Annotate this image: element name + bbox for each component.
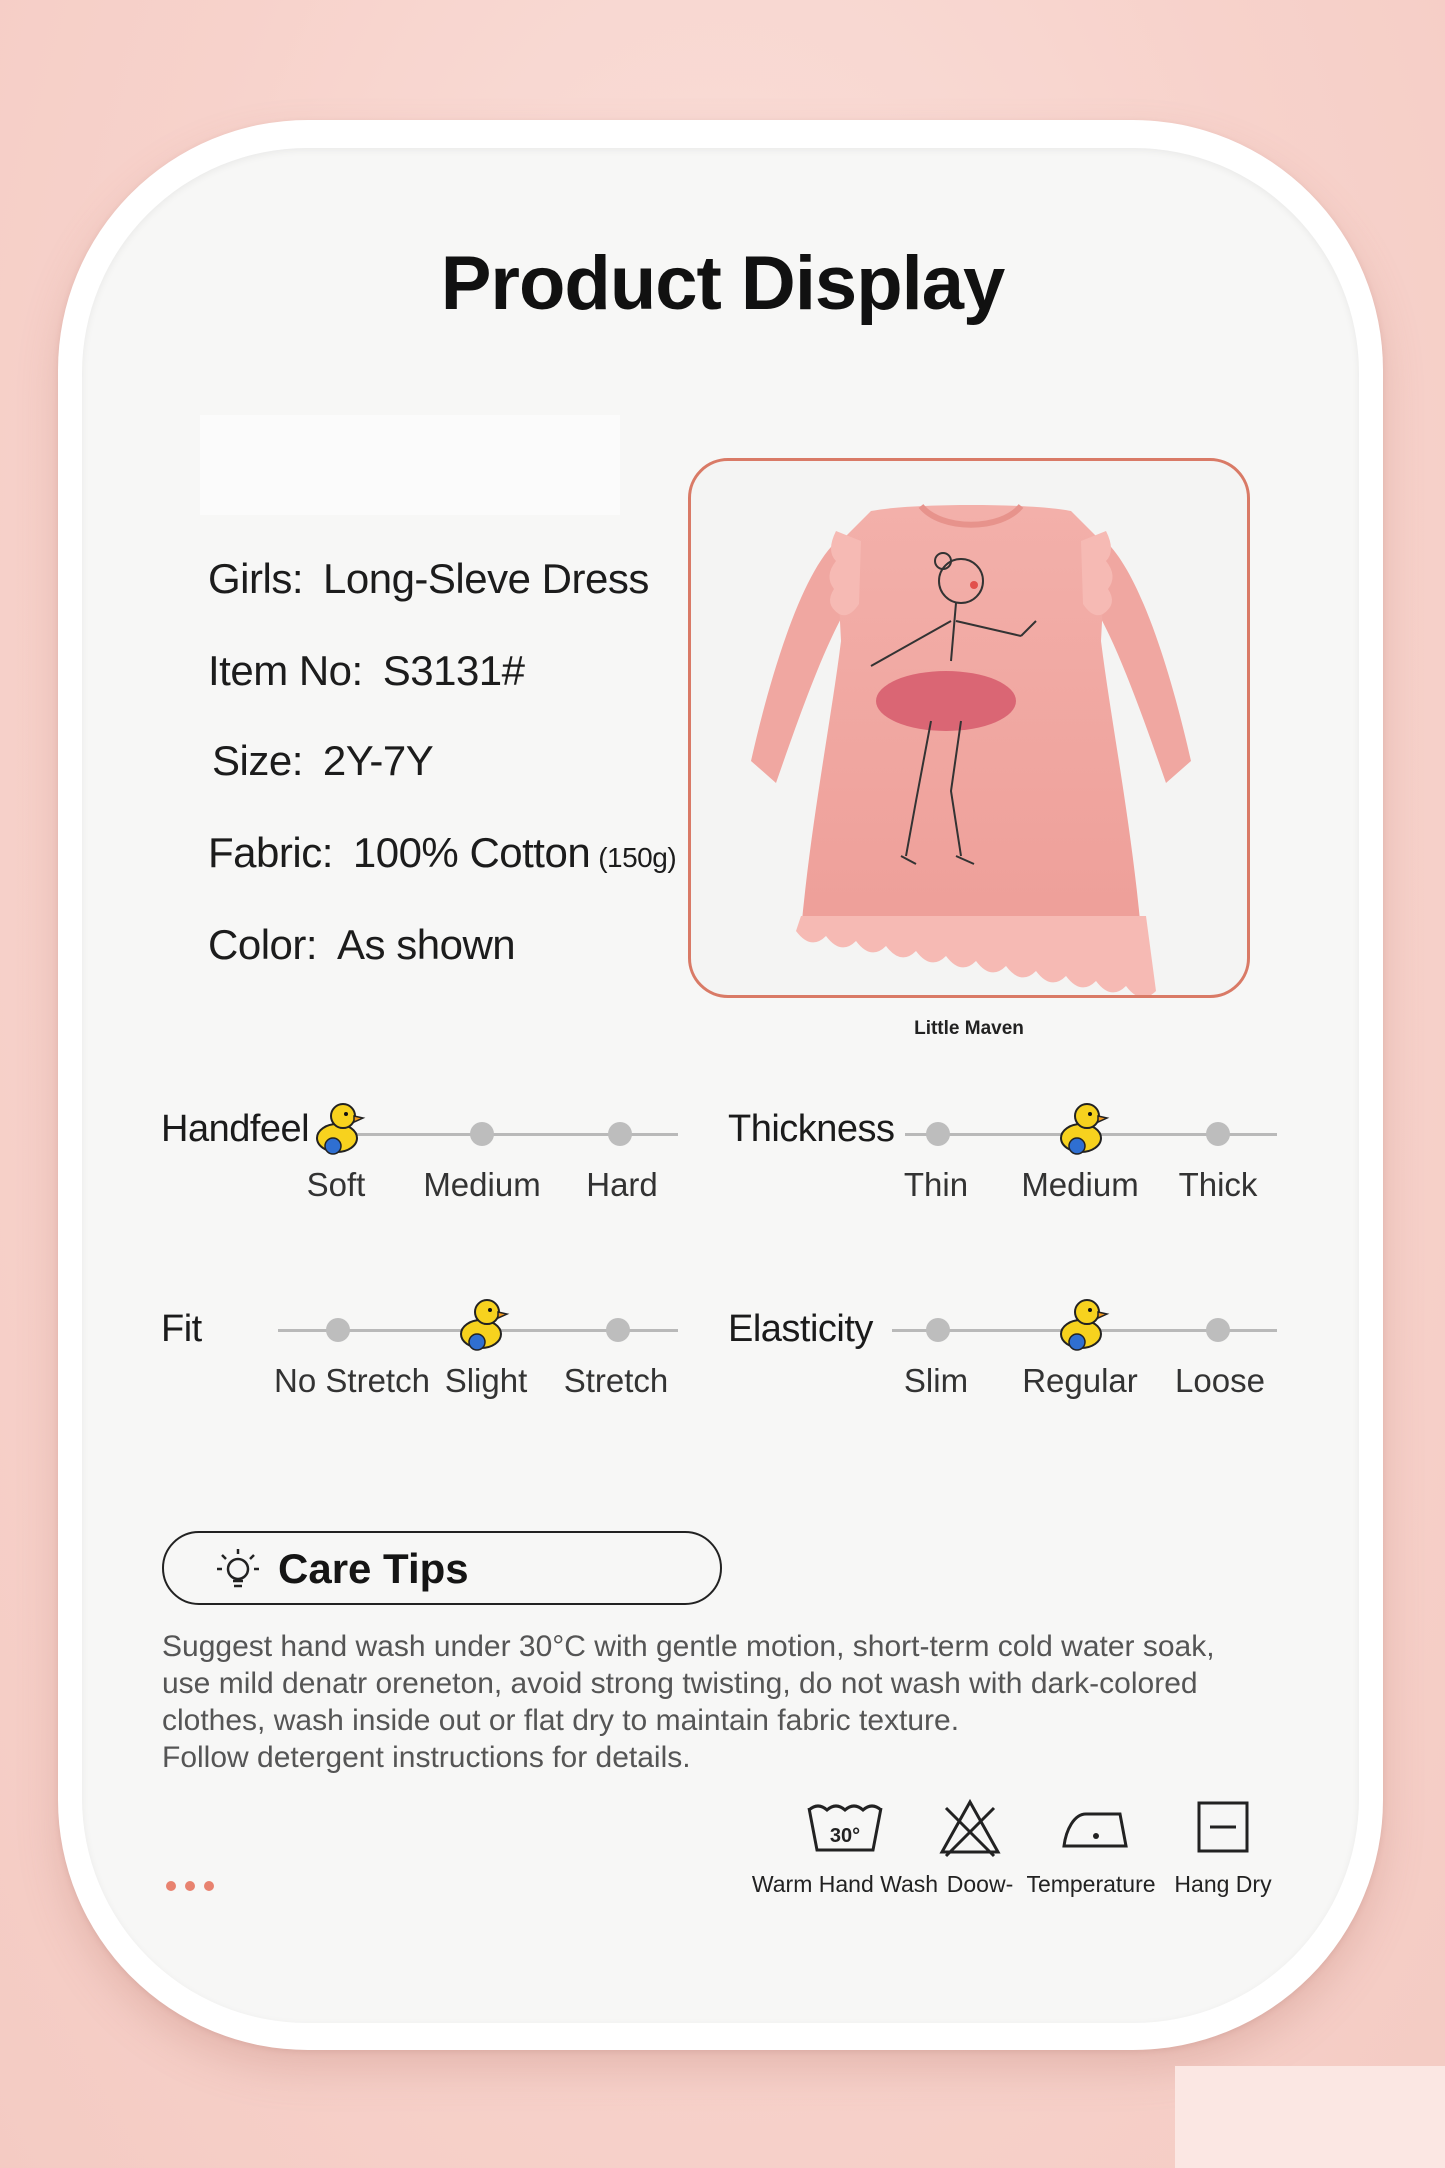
blank-strip [200,415,620,515]
lightbulb-icon [216,1547,260,1593]
scale-option: Stretch [563,1362,669,1399]
care-symbol-label: Doow- [946,1871,1014,1897]
dot [185,1881,195,1891]
scale-option: Thin [903,1166,969,1203]
iron-icon [1060,1806,1130,1852]
scale-option: Soft [306,1166,366,1203]
spec-row-item-no [208,647,525,695]
scale-dot [608,1122,632,1146]
care-instructions [162,1628,1302,1776]
scale-name: Fit [161,1308,202,1350]
scale-dot [926,1318,950,1342]
scale-dot [470,1122,494,1146]
scale-option: Medium [423,1166,541,1203]
duck-marker-icon [453,1294,511,1356]
spec-value: 100% Cotton [352,829,591,876]
brand-label: Little Maven [914,1018,1024,1039]
spec-weight: (150g) [598,842,677,873]
pagination-dots [166,1878,223,1896]
spec-value: Long-Sleve Dress [323,555,649,602]
product-photo [688,458,1250,998]
care-symbol-label: Temperature [1026,1871,1156,1897]
spec-value: S3131# [382,647,525,694]
duck-marker-icon [1053,1098,1111,1160]
dot [204,1881,214,1891]
scale-dot [326,1318,350,1342]
scale-name: Elasticity [728,1308,873,1350]
care-line: clothes, wash inside out or flat dry to maintain fabric texture. [162,1704,960,1737]
dot [166,1881,176,1891]
scale-option: Medium [1021,1166,1139,1203]
scale-name: Handfeel [161,1108,310,1150]
care-tips-title: Care Tips [278,1545,469,1592]
dress-illustration [691,461,1250,998]
spec-row-fabric [208,829,676,877]
spec-row-color [208,921,515,969]
scale-option: No Stretch [274,1362,430,1399]
wash-temp-text: 30° [829,1825,861,1847]
scale-option: Loose [1175,1362,1265,1399]
scale-dot [1206,1122,1230,1146]
hang-dry-icon [1196,1800,1250,1854]
page-title: Product Display [440,241,1005,326]
scale-option: Thick [1178,1166,1258,1203]
wash-tub-30-icon [805,1800,885,1856]
care-line: use mild denatr oreneton, avoid strong twisting, do not wash with dark-colored [162,1667,1198,1700]
care-line: Follow detergent instructions for details. [162,1741,691,1774]
spec-row-size [212,737,433,785]
care-line: Suggest hand wash under 30°C with gentle motion, short-term cold water soak, [162,1630,1215,1663]
care-tips-heading [162,1531,722,1605]
no-bleach-icon [938,1798,1002,1858]
spec-label: Color: [208,921,318,968]
scale-option: Slight [444,1362,528,1399]
scale-dot [926,1122,950,1146]
scale-name: Thickness [728,1108,895,1150]
spec-label: Girls: [208,555,303,602]
duck-marker-icon [1053,1294,1111,1356]
care-symbol-label: Hang Dry [1174,1871,1272,1897]
spec-value: 2Y-7Y [322,737,434,784]
spec-label: Item No: [208,647,363,694]
scale-option: Hard [586,1166,658,1203]
corner-patch [1175,2066,1445,2168]
spec-label: Fabric: [208,829,333,876]
scale-option: Regular [1022,1362,1138,1399]
care-symbol-label: Warm Hand Wash [751,1871,939,1897]
scale-dot [606,1318,630,1342]
spec-value: As shown [337,921,516,968]
scale-option: Slim [903,1362,969,1399]
scale-dot [1206,1318,1230,1342]
spec-label: Size: [212,737,303,784]
spec-row-girls [208,555,649,603]
duck-marker-icon [309,1098,367,1160]
